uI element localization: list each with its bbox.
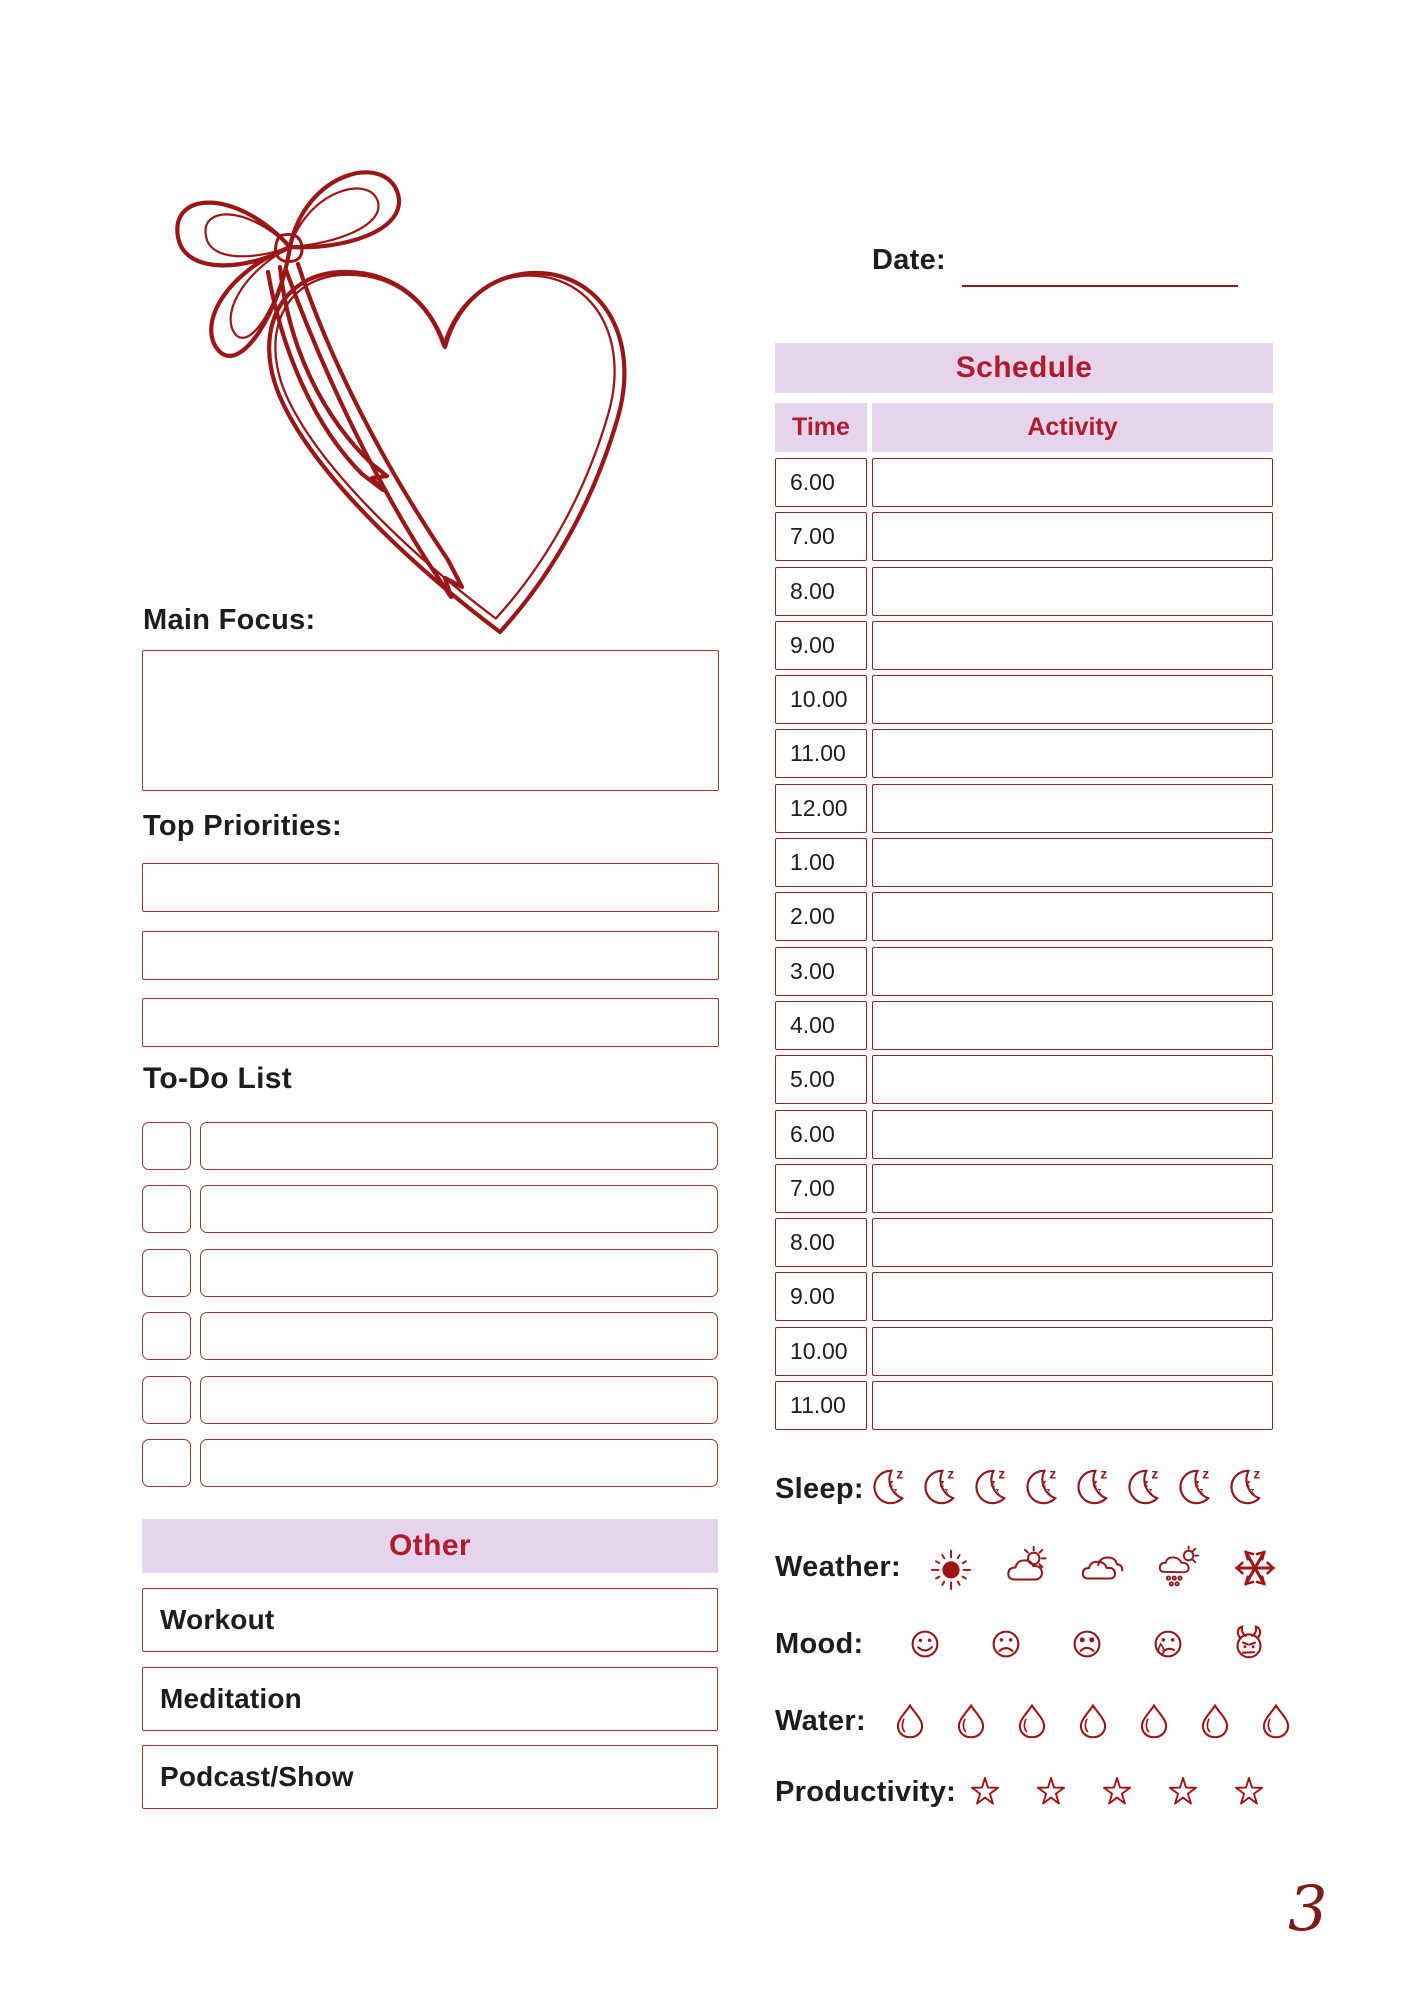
face-devil-icon[interactable] xyxy=(1227,1622,1271,1666)
moon-zzz-icon[interactable] xyxy=(1170,1464,1217,1511)
todo-line[interactable] xyxy=(200,1376,718,1424)
schedule-time-cell xyxy=(775,1001,867,1050)
schedule-time-text: 6.00 xyxy=(790,1120,835,1147)
todo-checkbox[interactable] xyxy=(142,1376,191,1424)
schedule-row xyxy=(775,567,1273,616)
star-icon[interactable] xyxy=(966,1772,1004,1810)
moon-zzz-icon[interactable] xyxy=(864,1464,911,1511)
page-number: 3 xyxy=(1288,1872,1328,1945)
svg-text:z: z xyxy=(1245,1478,1251,1490)
svg-text:z: z xyxy=(888,1478,894,1490)
schedule-activity-cell[interactable] xyxy=(872,1164,1273,1213)
schedule-time-text: 9.00 xyxy=(790,631,835,658)
moon-zzz-icon[interactable] xyxy=(1017,1464,1064,1511)
drop-icon[interactable] xyxy=(1073,1699,1113,1743)
todo-checkbox[interactable] xyxy=(142,1185,191,1233)
top-priorities-list xyxy=(142,863,719,1047)
schedule-row xyxy=(775,1218,1273,1267)
svg-text:z: z xyxy=(1199,1486,1204,1496)
top-priorities-label: Top Priorities: xyxy=(143,810,342,842)
other-row[interactable] xyxy=(142,1667,718,1731)
svg-text:z: z xyxy=(1097,1486,1102,1496)
schedule-title: Schedule xyxy=(775,343,1273,393)
todo-line[interactable] xyxy=(200,1439,718,1487)
schedule-time-cell xyxy=(775,838,867,887)
schedule-rows xyxy=(775,458,1273,1430)
svg-text:z: z xyxy=(1250,1486,1255,1496)
schedule-time-cell xyxy=(775,947,867,996)
schedule-time-text: 12.00 xyxy=(790,794,848,821)
schedule-time-cell xyxy=(775,784,867,833)
todo-checkbox[interactable] xyxy=(142,1122,191,1170)
svg-text:z: z xyxy=(947,1466,955,1482)
schedule-activity-cell[interactable] xyxy=(872,1001,1273,1050)
other-row-label: Workout xyxy=(160,1604,275,1635)
moon-zzz-icon[interactable] xyxy=(915,1464,962,1511)
sleep-label: Sleep: xyxy=(775,1473,864,1505)
water-label: Water: xyxy=(775,1705,866,1737)
productivity-label: Productivity: xyxy=(775,1776,957,1808)
schedule-row xyxy=(775,729,1273,778)
drop-icon[interactable] xyxy=(1134,1699,1174,1743)
schedule-time-text: 1.00 xyxy=(790,849,835,876)
schedule-row xyxy=(775,458,1273,507)
schedule-activity-cell[interactable] xyxy=(872,621,1273,670)
todo-line[interactable] xyxy=(200,1122,718,1170)
moon-zzz-icon[interactable] xyxy=(1068,1464,1115,1511)
drop-icon[interactable] xyxy=(890,1699,930,1743)
schedule-time-cell xyxy=(775,675,867,724)
moon-zzz-icon[interactable] xyxy=(1221,1464,1268,1511)
star-icon[interactable] xyxy=(1230,1772,1268,1810)
other-row-label: Meditation xyxy=(160,1682,302,1714)
schedule-activity-cell[interactable] xyxy=(872,675,1273,724)
svg-text:z: z xyxy=(1046,1486,1051,1496)
schedule-time-text: 8.00 xyxy=(790,577,835,604)
schedule-time-cell xyxy=(775,1218,867,1267)
svg-text:z: z xyxy=(1253,1466,1261,1482)
face-frown-eyes-icon[interactable] xyxy=(1065,1622,1109,1666)
schedule-activity-cell[interactable] xyxy=(872,1381,1273,1430)
mood-tracker xyxy=(903,1622,1271,1666)
svg-text:z: z xyxy=(990,1478,996,1490)
schedule-row xyxy=(775,1272,1273,1321)
face-frown-icon[interactable] xyxy=(984,1622,1028,1666)
todo-line[interactable] xyxy=(200,1185,718,1233)
schedule-time-cell xyxy=(775,458,867,507)
todo-row xyxy=(142,1122,718,1170)
todo-line[interactable] xyxy=(200,1249,718,1297)
drop-icon[interactable] xyxy=(1012,1699,1052,1743)
schedule-time-text: 5.00 xyxy=(790,1066,835,1093)
schedule-time-cell xyxy=(775,1381,867,1430)
weather-tracker xyxy=(928,1545,1278,1591)
schedule-time-text: 11.00 xyxy=(790,740,846,767)
star-icon[interactable] xyxy=(1098,1772,1136,1810)
schedule-activity-cell[interactable] xyxy=(872,458,1273,507)
todo-checkbox[interactable] xyxy=(142,1249,191,1297)
mood-label: Mood: xyxy=(775,1628,864,1660)
svg-text:z: z xyxy=(1092,1478,1098,1490)
svg-text:z: z xyxy=(1049,1466,1057,1482)
svg-text:z: z xyxy=(1148,1486,1153,1496)
todo-label: To-Do List xyxy=(143,1062,293,1095)
schedule-col-time: Time xyxy=(775,403,867,452)
drop-icon[interactable] xyxy=(951,1699,991,1743)
schedule-time-cell xyxy=(775,892,867,941)
schedule-time-text: 6.00 xyxy=(790,469,835,495)
schedule-time-cell xyxy=(775,567,867,616)
schedule-time-cell xyxy=(775,1272,867,1321)
schedule-time-cell xyxy=(775,1055,867,1104)
svg-text:z: z xyxy=(998,1466,1006,1482)
schedule-time-cell xyxy=(775,1327,867,1376)
sun-icon[interactable] xyxy=(928,1545,974,1591)
schedule-row xyxy=(775,784,1273,833)
schedule-time-text: 2.00 xyxy=(790,903,835,930)
todo-checkbox[interactable] xyxy=(142,1439,191,1487)
schedule-row xyxy=(775,1001,1273,1050)
schedule-time-text: 10.00 xyxy=(790,686,848,713)
other-list xyxy=(142,1588,718,1809)
schedule-row xyxy=(775,512,1273,561)
todo-row xyxy=(142,1312,718,1360)
svg-text:z: z xyxy=(1202,1466,1210,1482)
date-label: Date: xyxy=(872,244,947,276)
schedule-activity-cell[interactable] xyxy=(872,784,1273,833)
face-smile-icon[interactable] xyxy=(903,1622,947,1666)
moon-zzz-icon[interactable] xyxy=(1119,1464,1166,1511)
todo-checkbox[interactable] xyxy=(142,1312,191,1360)
schedule-time-cell xyxy=(775,729,867,778)
schedule-col-activity: Activity xyxy=(872,403,1273,452)
todo-row xyxy=(142,1249,718,1297)
schedule-row xyxy=(775,675,1273,724)
schedule-row xyxy=(775,621,1273,670)
priority-line[interactable] xyxy=(142,998,719,1047)
face-cry-icon[interactable] xyxy=(1146,1622,1190,1666)
schedule-time-text: 7.00 xyxy=(790,1174,835,1201)
star-icon[interactable] xyxy=(1032,1772,1070,1810)
schedule-row xyxy=(775,1110,1273,1159)
svg-text:z: z xyxy=(1194,1478,1200,1490)
schedule-activity-cell[interactable] xyxy=(872,1272,1273,1321)
other-row-label: Podcast/Show xyxy=(160,1761,354,1792)
schedule-activity-cell[interactable] xyxy=(872,892,1273,941)
productivity-tracker xyxy=(966,1772,1268,1810)
snowflake-icon[interactable] xyxy=(1232,1545,1278,1591)
schedule-row xyxy=(775,1327,1273,1376)
schedule-activity-cell[interactable] xyxy=(872,947,1273,996)
water-tracker xyxy=(890,1699,1296,1743)
schedule-time-text: 11.00 xyxy=(790,1392,846,1419)
star-icon[interactable] xyxy=(1164,1772,1202,1810)
clouds-icon[interactable] xyxy=(1080,1545,1126,1591)
svg-text:z: z xyxy=(1100,1466,1108,1482)
schedule-activity-cell[interactable] xyxy=(872,1327,1273,1376)
schedule-time-text: 3.00 xyxy=(790,957,835,984)
schedule-row xyxy=(775,947,1273,996)
priority-line[interactable] xyxy=(142,863,719,912)
schedule-activity-cell[interactable] xyxy=(872,567,1273,616)
schedule-time-text: 9.00 xyxy=(790,1283,835,1310)
schedule-time-cell xyxy=(775,621,867,670)
main-focus-box[interactable] xyxy=(142,650,719,791)
schedule-time-text: 4.00 xyxy=(790,1011,835,1038)
svg-text:z: z xyxy=(1143,1478,1149,1490)
svg-text:z: z xyxy=(896,1466,904,1482)
svg-text:z: z xyxy=(1041,1478,1047,1490)
schedule-row xyxy=(775,1055,1273,1104)
schedule-row xyxy=(775,892,1273,941)
sleep-tracker xyxy=(864,1464,1268,1511)
schedule-time-text: 10.00 xyxy=(790,1337,848,1364)
svg-text:z: z xyxy=(893,1486,898,1496)
schedule-time-text: 7.00 xyxy=(790,523,835,550)
svg-text:z: z xyxy=(944,1486,949,1496)
svg-text:z: z xyxy=(995,1486,1000,1496)
schedule-time-cell xyxy=(775,512,867,561)
other-title: Other xyxy=(142,1519,718,1573)
schedule-activity-cell[interactable] xyxy=(872,1110,1273,1159)
todo-row xyxy=(142,1376,718,1424)
drop-icon[interactable] xyxy=(1256,1699,1296,1743)
svg-text:z: z xyxy=(1151,1466,1159,1482)
other-row[interactable] xyxy=(142,1588,718,1652)
schedule-time-cell xyxy=(775,1110,867,1159)
svg-text:z: z xyxy=(939,1478,945,1490)
schedule-activity-cell[interactable] xyxy=(872,512,1273,561)
schedule-time-cell xyxy=(775,1164,867,1213)
schedule-activity-cell[interactable] xyxy=(872,729,1273,778)
schedule-time-text: 8.00 xyxy=(790,1229,835,1256)
schedule-row xyxy=(775,1164,1273,1213)
schedule-row xyxy=(775,838,1273,887)
todo-row xyxy=(142,1185,718,1233)
sleet-icon[interactable] xyxy=(1156,1545,1202,1591)
drop-icon[interactable] xyxy=(1195,1699,1235,1743)
sun-cloud-icon[interactable] xyxy=(1004,1545,1050,1591)
schedule-activity-cell[interactable] xyxy=(872,838,1273,887)
date-input-line[interactable] xyxy=(962,285,1238,287)
todo-row xyxy=(142,1439,718,1487)
main-focus-label: Main Focus: xyxy=(143,604,316,636)
schedule-row xyxy=(775,1381,1273,1430)
schedule-activity-cell[interactable] xyxy=(872,1218,1273,1267)
weather-label: Weather: xyxy=(775,1551,901,1583)
todo-list xyxy=(142,1122,718,1487)
other-row[interactable] xyxy=(142,1745,718,1809)
schedule-activity-cell[interactable] xyxy=(872,1055,1273,1104)
moon-zzz-icon[interactable] xyxy=(966,1464,1013,1511)
priority-line[interactable] xyxy=(142,931,719,980)
heart-ribbon-bow-illustration xyxy=(140,132,645,647)
todo-line[interactable] xyxy=(200,1312,718,1360)
